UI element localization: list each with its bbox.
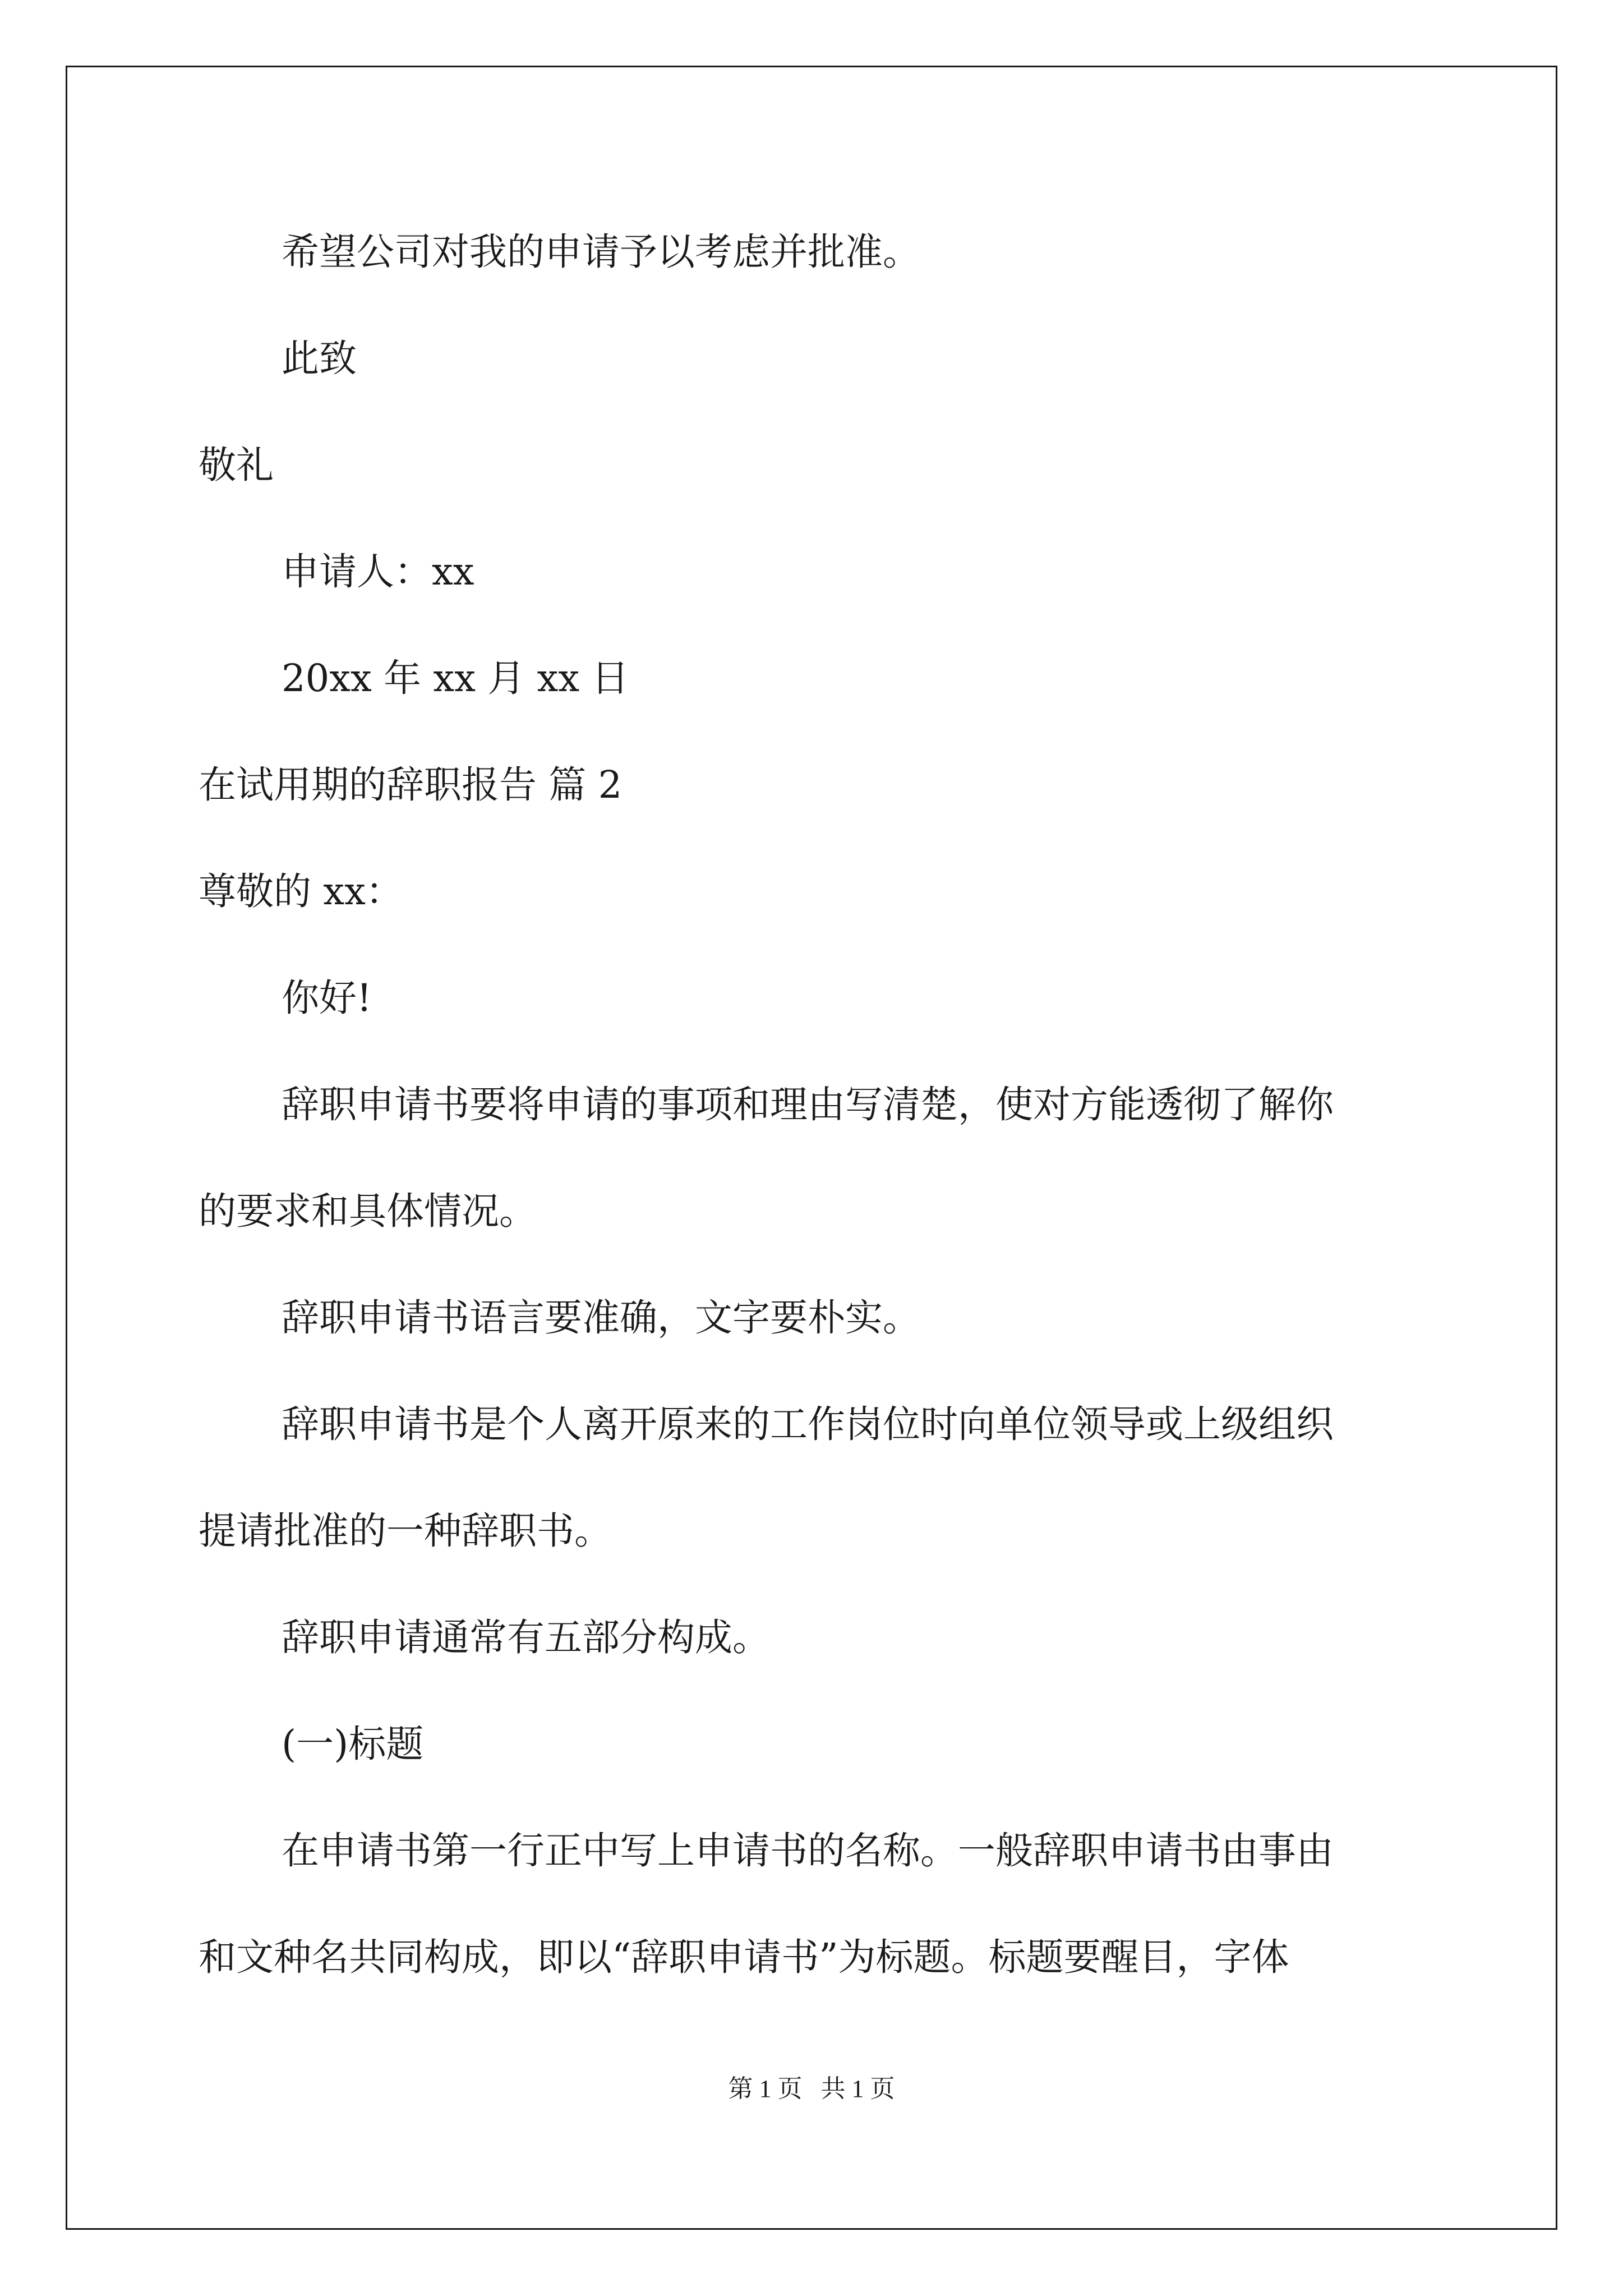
body-line: 希望公司对我的申请予以考虑并批准。 [282,230,920,274]
body-line: 辞职申请书要将申请的事项和理由写清楚，使对方能透彻了解你 [282,1083,1334,1126]
body-line: 辞职申请书语言要准确，文字要朴实。 [282,1296,920,1340]
body-line: 申请人：xx [282,550,474,593]
body-line: 和文种名共同构成，即以“辞职申请书”为标题。标题要醒目，字体 [199,1935,1289,1979]
body-line: 辞职申请书是个人离开原来的工作岗位时向单位领导或上级组织 [282,1402,1334,1446]
body-line: 在申请书第一行正中写上申请书的名称。一般辞职申请书由事由 [282,1829,1334,1872]
greeting: 你好! [282,976,372,1020]
section-heading: 在试用期的辞职报告 篇 2 [199,763,623,807]
body-line: 此致 [282,337,357,380]
body-line: 辞职申请通常有五部分构成。 [282,1616,770,1659]
body-line: 敬礼 [199,443,274,487]
page-footer: 第 1 页 共 1 页 [728,2075,895,2102]
body-line: 的要求和具体情况。 [199,1189,537,1233]
body-line: 提请批准的一种辞职书。 [199,1509,612,1553]
subheading: (一)标题 [282,1722,424,1766]
salutation: 尊敬的 xx： [199,869,403,913]
page-border [66,66,1557,2230]
body-line: 20xx 年 xx 月 xx 日 [282,656,629,700]
